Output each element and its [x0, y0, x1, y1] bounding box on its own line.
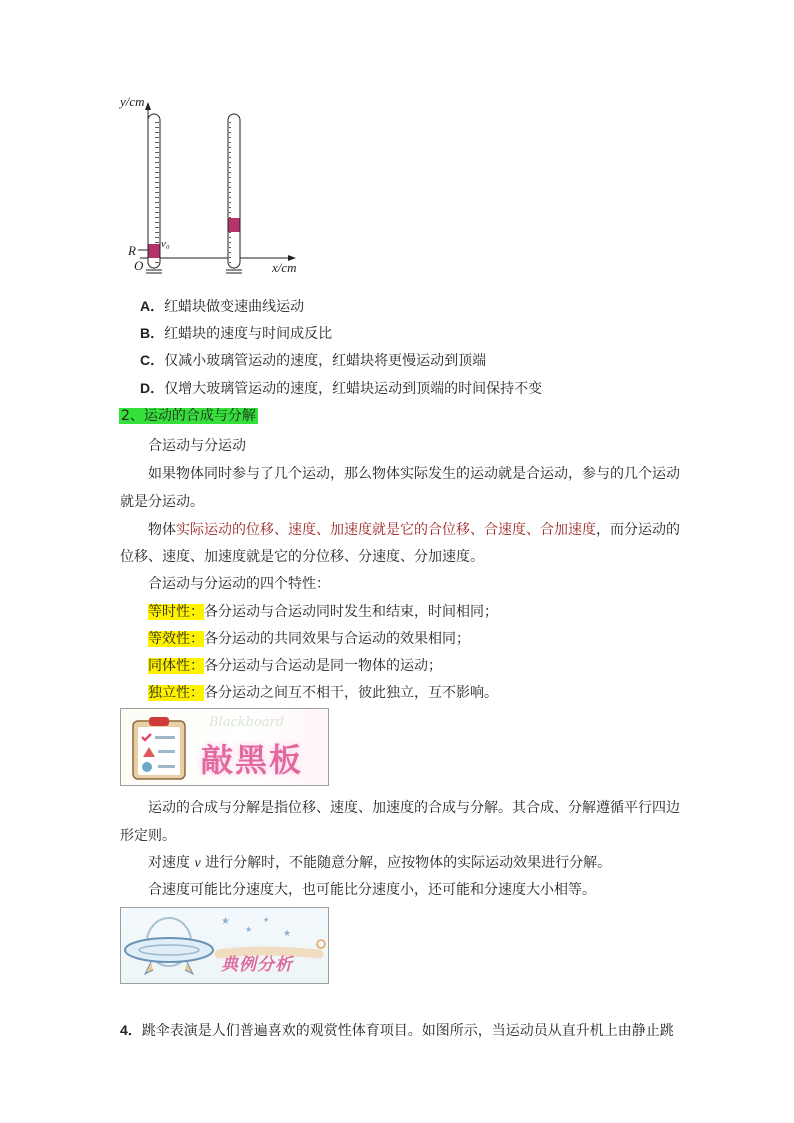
- trait-item: [148, 656, 442, 676]
- paragraph-1-cont: 就是分运动。: [120, 494, 204, 510]
- example-banner: [120, 907, 329, 984]
- svg-text:★: ★: [245, 925, 253, 934]
- para2-tail: ，而分运动的: [596, 522, 680, 538]
- option-text: 仅增大玻璃管运动的速度，红蜡块运动到顶端的时间保持不变: [164, 381, 543, 397]
- option-letter: A．: [140, 298, 165, 314]
- option-text: 仅减小玻璃管运动的速度，红蜡块将更慢运动到顶端: [164, 353, 487, 369]
- option-text: 红蜡块的速度与时间成反比: [164, 326, 333, 342]
- trait-key: 等效性：: [148, 631, 204, 647]
- option-c: [140, 350, 486, 371]
- tube-left: [146, 114, 162, 273]
- wax-block-left: [149, 244, 160, 258]
- note-2-tail: 进行分解时，不能随意分解，应按物体的实际运动效果进行分解。: [200, 855, 612, 871]
- trait-key: 独立性：: [148, 685, 204, 701]
- trait-key: 同体性：: [148, 658, 204, 674]
- option-b: [140, 323, 332, 344]
- y-axis-label: y/cm: [120, 94, 145, 109]
- paragraph-1: 如果物体同时参与了几个运动，那么物体实际发生的运动就是合运动，参与的几个运动: [148, 466, 680, 482]
- trait-text: 各分运动与合运动是同一物体的运动；: [204, 658, 442, 674]
- svg-text:★: ★: [283, 929, 292, 939]
- example-title: 典例分析: [221, 955, 293, 975]
- note-2-lead: 对速度: [148, 855, 195, 871]
- note-2: [148, 853, 611, 874]
- sub-heading: 合运动与分运动: [148, 438, 246, 454]
- option-text: 红蜡块做变速曲线运动: [164, 299, 305, 315]
- v0-label: v₀: [161, 238, 170, 250]
- note-1: 运动的合成与分解是指位移、速度、加速度的合成与分解。其合成、分解遵循平行四边: [148, 800, 680, 816]
- question-text: 跳伞表演是人们普遍喜欢的观赏性体育项目。如图所示，当运动员从直升机上由静止跳: [141, 1023, 674, 1039]
- y-axis-arrow: [145, 102, 151, 110]
- clipboard-icon: [125, 713, 195, 783]
- trait-item: [148, 629, 470, 649]
- svg-text:★: ★: [221, 916, 230, 927]
- blackboard-banner: [120, 708, 329, 786]
- para2-lead: 物体: [148, 522, 176, 538]
- svg-text:★: ★: [263, 916, 270, 924]
- note-3: 合速度可能比分速度大，也可能比分速度小，还可能和分速度大小相等。: [148, 882, 596, 898]
- option-letter: D．: [140, 380, 165, 396]
- option-a: [140, 296, 304, 317]
- trait-text: 各分运动之间互不相干，彼此独立，互不影响。: [204, 685, 498, 701]
- section-heading-text: 2、运动的合成与分解: [121, 408, 256, 424]
- option-letter: C．: [140, 352, 165, 368]
- origin-label: O: [134, 258, 144, 273]
- section-heading: [119, 406, 258, 426]
- tube-figure: [110, 90, 310, 285]
- para2-highlight: 实际运动的位移、速度、加速度就是它的合位移、合速度、合加速度: [176, 522, 596, 538]
- question-4: [120, 1020, 674, 1041]
- paragraph-2-cont: 位移、速度、加速度就是它的分位移、分速度、分加速度。: [120, 549, 484, 565]
- trait-key: 等时性：: [148, 604, 204, 620]
- note-1-cont: 形定则。: [120, 828, 176, 844]
- blackboard-title: 敲黑板: [201, 741, 304, 779]
- trait-item: [148, 683, 498, 703]
- question-number: 4．: [120, 1022, 142, 1038]
- velocity-symbol: v: [194, 856, 201, 871]
- wax-block-right: [229, 218, 240, 232]
- r-label: R: [128, 243, 136, 258]
- option-letter: B．: [140, 325, 165, 341]
- blackboard-watermark: Blackboard: [209, 715, 285, 730]
- trait-text: 各分运动与合运动同时发生和结束，时间相同；: [204, 604, 498, 620]
- paragraph-2: [148, 520, 680, 540]
- tube-right: [226, 114, 242, 273]
- trait-text: 各分运动的共同效果与合运动的效果相同；: [204, 631, 470, 647]
- x-axis-label: x/cm: [272, 260, 297, 275]
- traits-title: 合运动与分运动的四个特性：: [148, 576, 330, 592]
- option-d: [140, 378, 542, 399]
- trait-item: [148, 602, 498, 622]
